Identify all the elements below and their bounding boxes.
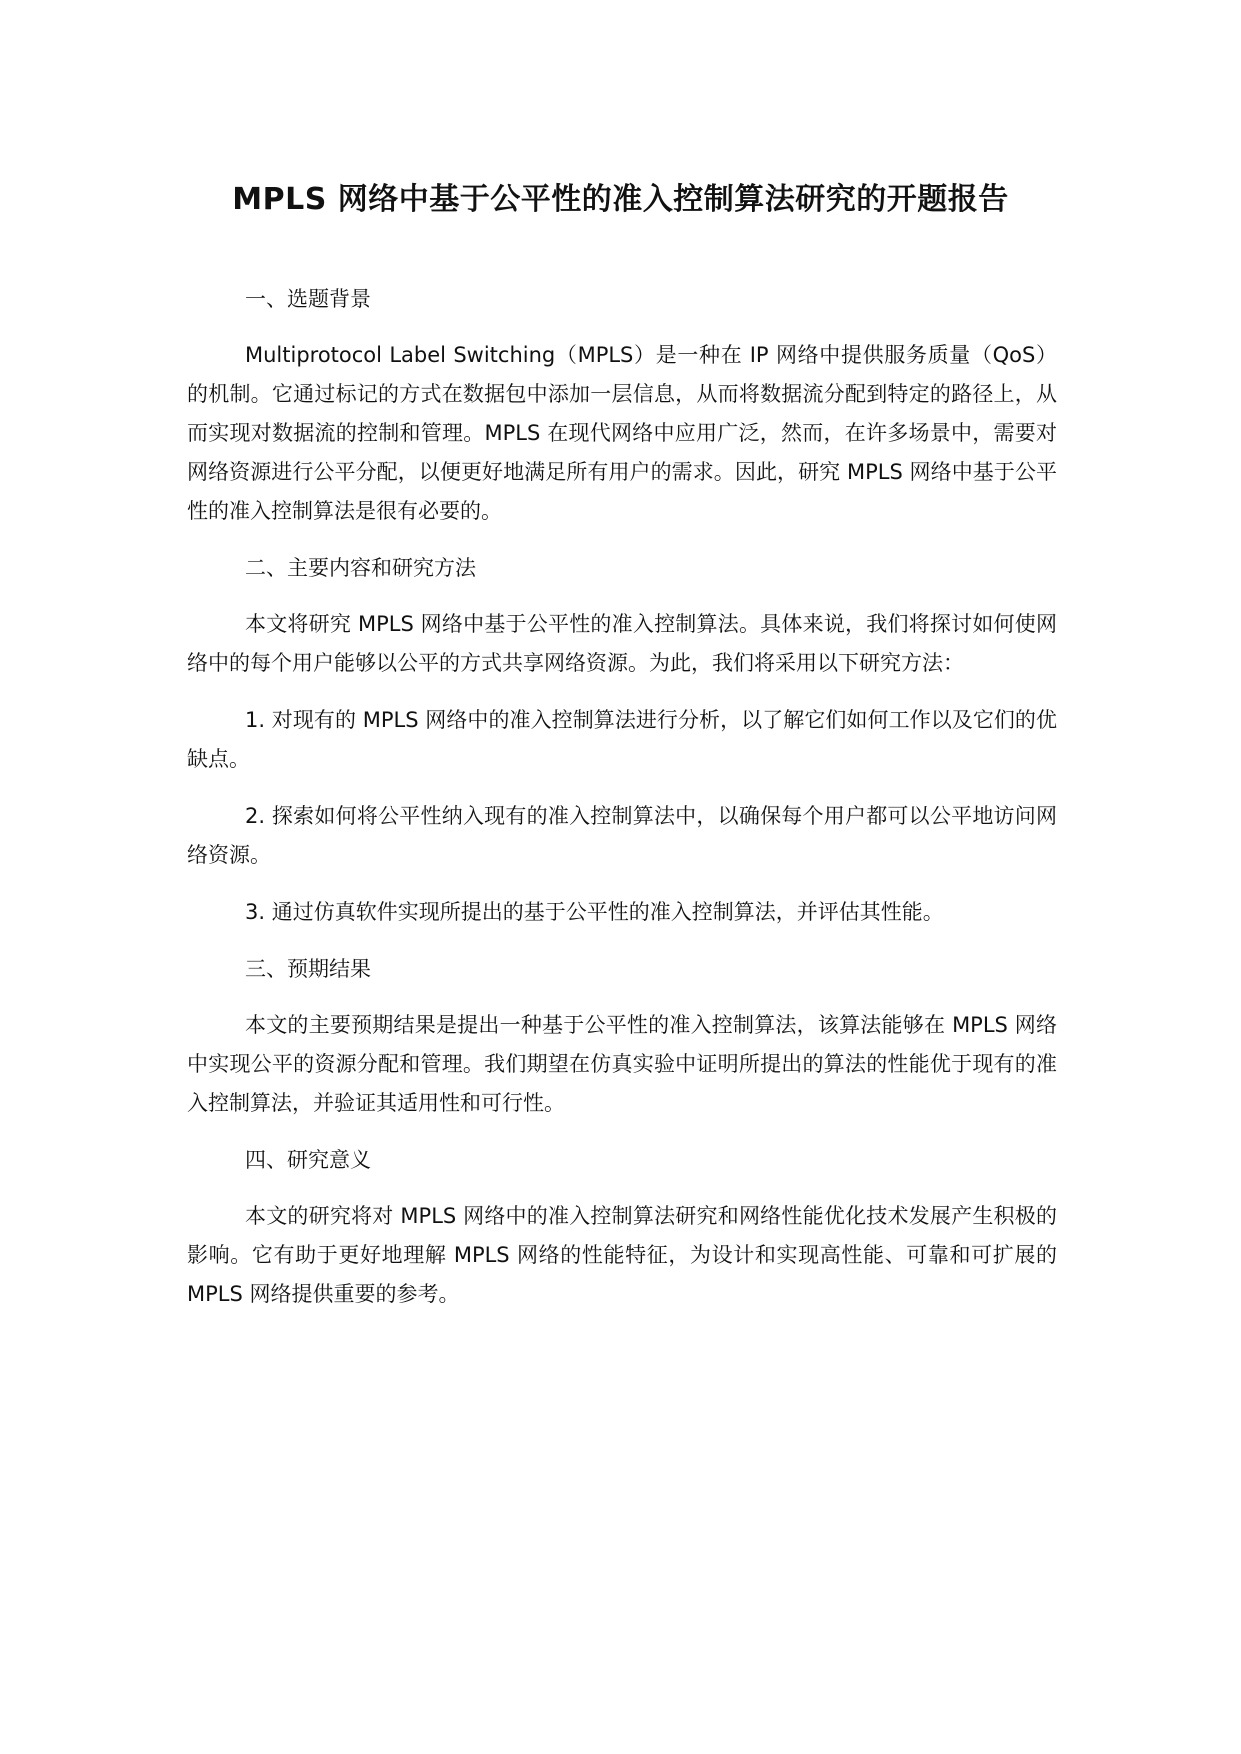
method-item-2: 2. 探索如何将公平性纳入现有的准入控制算法中，以确保每个用户都可以公平地访问网络资源。 — [187, 804, 1057, 867]
section-heading-significance: 四、研究意义 — [245, 1148, 371, 1172]
method-item-3: 3. 通过仿真软件实现所提出的基于公平性的准入控制算法，并评估其性能。 — [245, 900, 944, 924]
section-heading-background: 一、选题背景 — [245, 287, 371, 311]
paragraph-expected-results: 本文的主要预期结果是提出一种基于公平性的准入控制算法，该算法能够在 MPLS 网络中实现公平的资源分配和管理。我们期望在仿真实验中证明所提出的算法的性能优于现有的准入控制算法，并验证其适用性和可行性。 — [187, 1013, 1057, 1115]
paragraph-background: Multiprotocol Label Switching（MPLS）是一种在 IP 网络中提供服务质量（QoS）的机制。它通过标记的方式在数据包中添加一层信息，从而将数据流分配到特定的路径上，从而实现对数据流的控制和管理。MPLS 在现代网络中应用广泛，然而，在许多场景中，需要对网络资源进行公平分配，以便更好地满足所有用户的需求。因此，研究 MPLS 网络中基于公平性的准入控制算法是很有必要的。 — [187, 343, 1057, 523]
paragraph-content-intro: 本文将研究 MPLS 网络中基于公平性的准入控制算法。具体来说，我们将探讨如何使网络中的每个用户能够以公平的方式共享网络资源。为此，我们将采用以下研究方法： — [187, 612, 1057, 675]
paragraph-significance: 本文的研究将对 MPLS 网络中的准入控制算法研究和网络性能优化技术发展产生积极的影响。它有助于更好地理解 MPLS 网络的性能特征，为设计和实现高性能、可靠和可扩展的 MPLS 网络提供重要的参考。 — [187, 1204, 1057, 1306]
document-body — [187, 280, 1057, 1314]
section-heading-content-methods: 二、主要内容和研究方法 — [245, 556, 476, 580]
method-item-1: 1. 对现有的 MPLS 网络中的准入控制算法进行分析，以了解它们如何工作以及它们的优缺点。 — [187, 708, 1057, 771]
section-heading-expected-results: 三、预期结果 — [245, 957, 371, 981]
document-title: MPLS 网络中基于公平性的准入控制算法研究的开题报告 — [232, 182, 1009, 217]
